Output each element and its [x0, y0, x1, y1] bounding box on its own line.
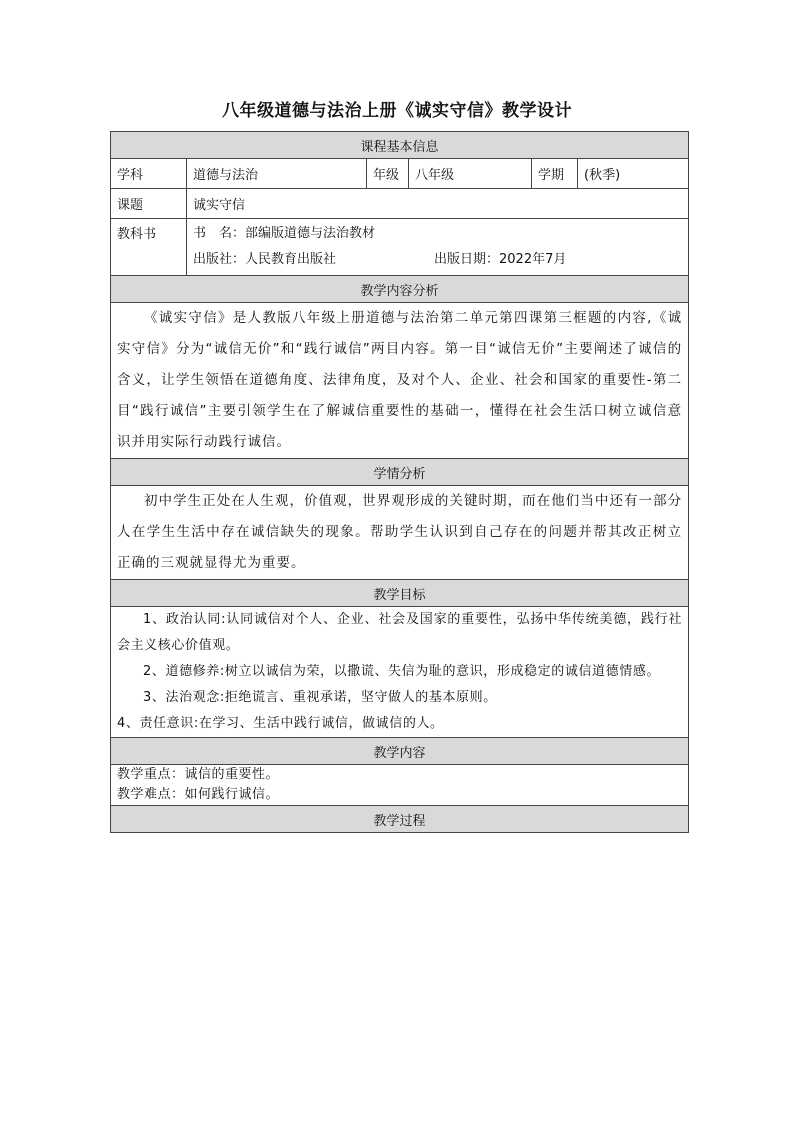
section-header-teaching-content: 教学内容 — [111, 738, 689, 765]
subject-value: 道德与法治 — [187, 159, 367, 189]
basic-info-row-topic — [111, 189, 689, 219]
basic-info-row-textbook — [111, 219, 689, 276]
section-header-process: 教学过程 — [111, 806, 689, 833]
lesson-plan-table — [110, 131, 689, 833]
teaching-content-row — [111, 765, 689, 806]
learner-analysis-row — [111, 486, 689, 580]
section-header-learner-analysis: 学情分析 — [111, 459, 689, 486]
publication-date: 出版日期：2022年7月 — [434, 252, 567, 267]
section-header-content-analysis: 教学内容分析 — [111, 276, 689, 303]
objective-item: 2、道德修养:树立以诚信为荣，以撒谎、失信为耻的意识，形成稳定的诚信道德情感。 — [143, 664, 661, 679]
publisher: 出版社：人民教育出版社 — [193, 252, 337, 267]
section-header-objectives: 教学目标 — [111, 580, 689, 607]
subject-label: 学科 — [111, 159, 187, 189]
textbook-label: 教科书 — [111, 219, 187, 276]
objective-item: 4、责任意识:在学习、生活中践行诚信，做诚信的人。 — [117, 716, 444, 731]
publisher-line — [193, 247, 682, 273]
content-analysis-text: 《诚实守信》是人教版八年级上册道德与法治第二单元第四课第三框题的内容,《诚实守信》分为“诚信无价”和“践行诚信”两目内容。第一目“诚信无价”主要阐述了诚信的含义，让学生领悟在道德角度、法律角度，及对个人、企业、社会和国家的重要性-第二目“践行诚信”主要引领学生在了解诚信重要性的基础一，懂得在社会生活口树立诚信意识并用实际行动践行诚信。 — [117, 310, 683, 450]
term-label: 学期 — [532, 159, 578, 189]
learner-analysis-text: 初中学生正处在人生观，价值观，世界观形成的关键时期，而在他们当中还有一部分人在学生生活中存在诚信缺失的现象。帮助学生认识到自己存在的问题并帮其改正树立正确的三观就显得尤为重要。 — [117, 493, 683, 571]
book-name: 书 名：部编版道德与法治教材 — [193, 226, 376, 241]
section-header-basic-info: 课程基本信息 — [111, 132, 689, 159]
key-point: 教学重点：诚信的重要性。 — [117, 767, 280, 782]
term-value: (秋季) — [578, 159, 689, 189]
objectives-row — [111, 607, 689, 738]
grade-label: 年级 — [367, 159, 409, 189]
objective-item: 1、政治认同:认同诚信对个人、企业、社会及国家的重要性，弘扬中华传统美德，践行社会主义核心价值观。 — [117, 612, 683, 653]
document-title: 八年级道德与法治上册《诚实守信》教学设计 — [222, 101, 572, 121]
basic-info-row-subject — [111, 159, 689, 189]
grade-value: 八年级 — [409, 159, 532, 189]
difficulty-point: 教学难点：如何践行诚信。 — [117, 787, 280, 802]
textbook-details — [187, 219, 689, 276]
content-analysis-row — [111, 303, 689, 459]
topic-label: 课题 — [111, 189, 187, 219]
objective-item: 3、法治观念:拒绝谎言、重视承诺，坚守做人的基本原则。 — [143, 690, 497, 705]
topic-value: 诚实守信 — [187, 189, 689, 219]
